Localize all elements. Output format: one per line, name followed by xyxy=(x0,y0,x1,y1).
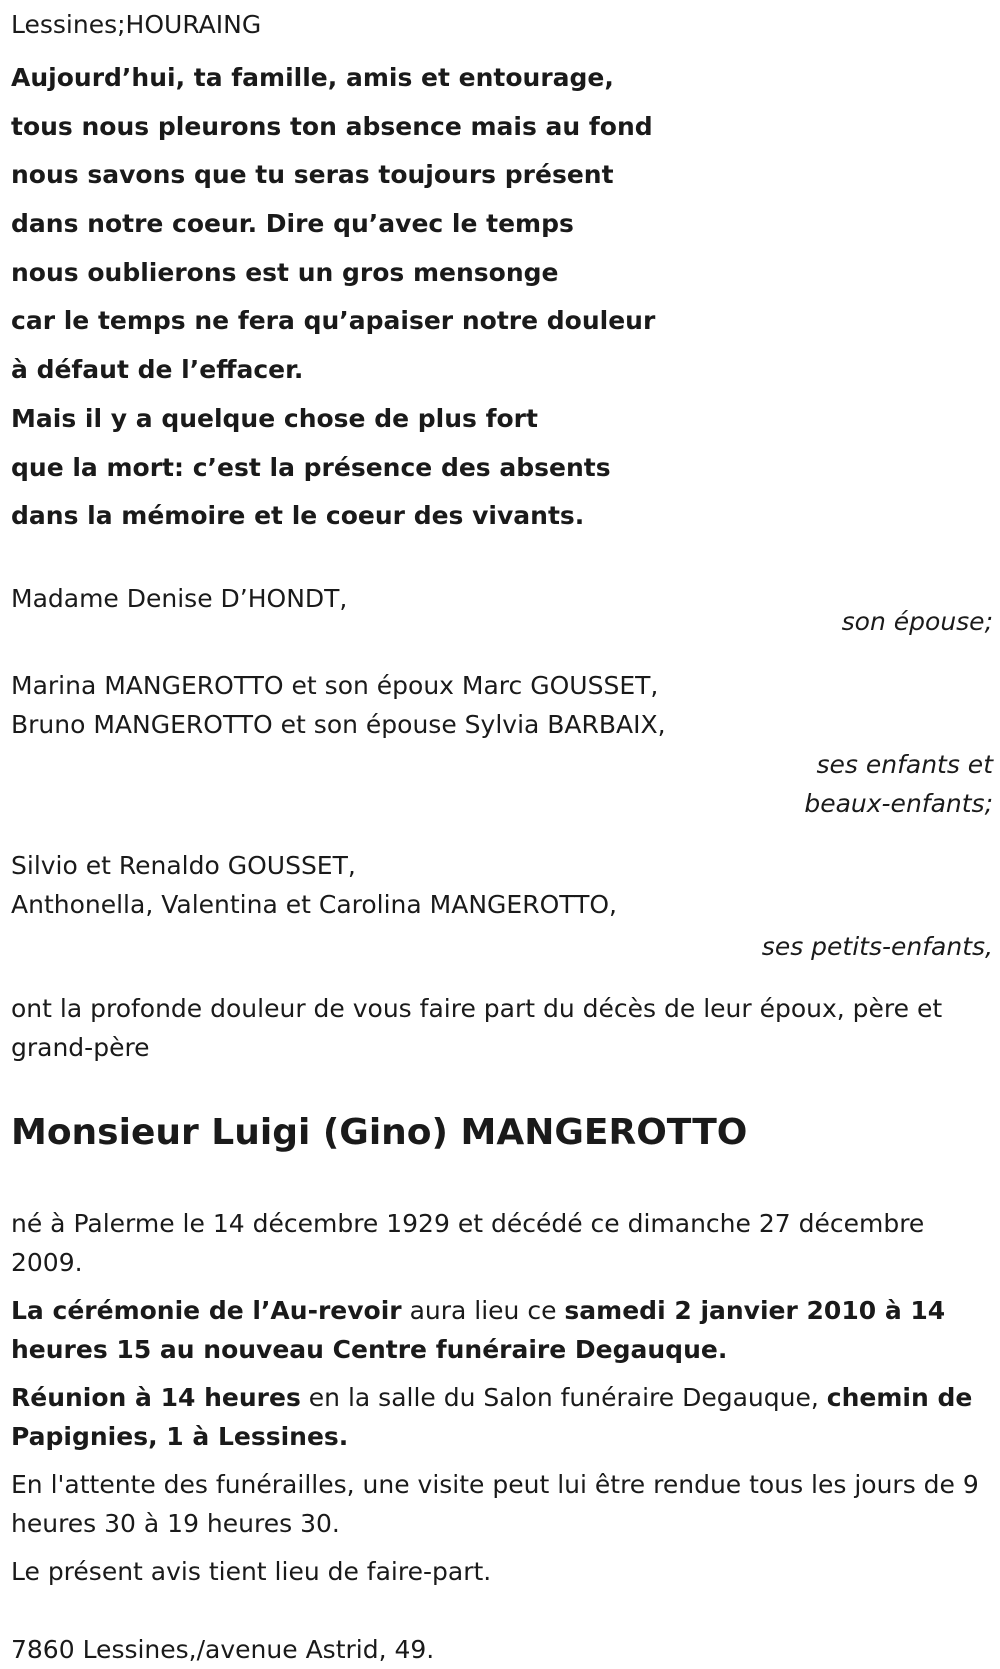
deceased-name: Monsieur Luigi (Gino) MANGEROTTO xyxy=(11,1111,748,1153)
grandchildren-role: ses petits-enfants, xyxy=(761,931,993,961)
notice-paragraph: Le présent avis tient lieu de faire-part. xyxy=(11,1556,492,1586)
child-name: Bruno MANGEROTTO et son épouse Sylvia BARBAIX, xyxy=(11,709,666,739)
obituary-notice xyxy=(11,0,993,1669)
poem xyxy=(11,54,993,541)
poem-line: que la mort: c’est la présence des absents xyxy=(11,452,611,482)
poem-line: nous savons que tu seras toujours présent xyxy=(11,160,614,190)
poem-line: nous oublierons est un gros mensonge xyxy=(11,257,559,287)
ceremony-paragraph xyxy=(11,1291,993,1369)
meeting-paragraph xyxy=(11,1378,993,1456)
poem-line: dans la mémoire et le coeur des vivants. xyxy=(11,501,585,531)
meeting-label: Réunion à 14 heures xyxy=(11,1382,301,1412)
ceremony-details: samedi 2 janvier 2010 à 14 heures 15 au nouveau Centre funéraire Degauque. xyxy=(11,1295,946,1364)
poem-line: Mais il y a quelque chose de plus fort xyxy=(11,403,538,433)
children-role-cont: beaux-enfants; xyxy=(804,788,993,818)
meeting-address: chemin de Papignies, 1 à Lessines. xyxy=(11,1382,973,1451)
poem-line: dans notre coeur. Dire qu’avec le temps xyxy=(11,209,574,239)
ceremony-connector: aura lieu ce xyxy=(401,1295,565,1325)
poem-line: tous nous pleurons ton absence mais au fond xyxy=(11,111,653,141)
poem-line: Aujourd’hui, ta famille, amis et entourage, xyxy=(11,63,614,92)
family-list xyxy=(11,579,993,966)
poem-line: car le temps ne fera qu’apaiser notre douleur xyxy=(11,306,656,336)
footer-address: 7860 Lessines,/avenue Astrid, 49. xyxy=(11,1634,435,1664)
announcement-text: ont la profonde douleur de vous faire part du décès de leur époux, père et grand-père xyxy=(11,993,943,1062)
children-role: ses enfants et xyxy=(816,749,993,779)
location-header: Lessines;HOURAING xyxy=(11,10,262,39)
grandchild-name: Silvio et Renaldo GOUSSET, xyxy=(11,850,356,880)
spouse-role: son épouse; xyxy=(841,606,993,636)
visit-paragraph: En l'attente des funérailles, une visite peut lui être rendue tous les jours de 9 heures 30 à 19 heures 30. xyxy=(11,1469,979,1538)
ceremony-label: La cérémonie de l’Au-revoir xyxy=(11,1295,402,1325)
meeting-connector: en la salle du Salon funéraire Degauque, xyxy=(300,1382,827,1412)
poem-line: à défaut de l’effacer. xyxy=(11,355,304,385)
birth-death-text: né à Palerme le 14 décembre 1929 et décédé ce dimanche 27 décembre 2009. xyxy=(11,1208,925,1277)
grandchild-name: Anthonella, Valentina et Carolina MANGEROTTO, xyxy=(11,889,617,919)
spouse-name: Madame Denise D’HONDT, xyxy=(11,583,348,613)
child-name: Marina MANGEROTTO et son époux Marc GOUSSET, xyxy=(11,670,659,700)
